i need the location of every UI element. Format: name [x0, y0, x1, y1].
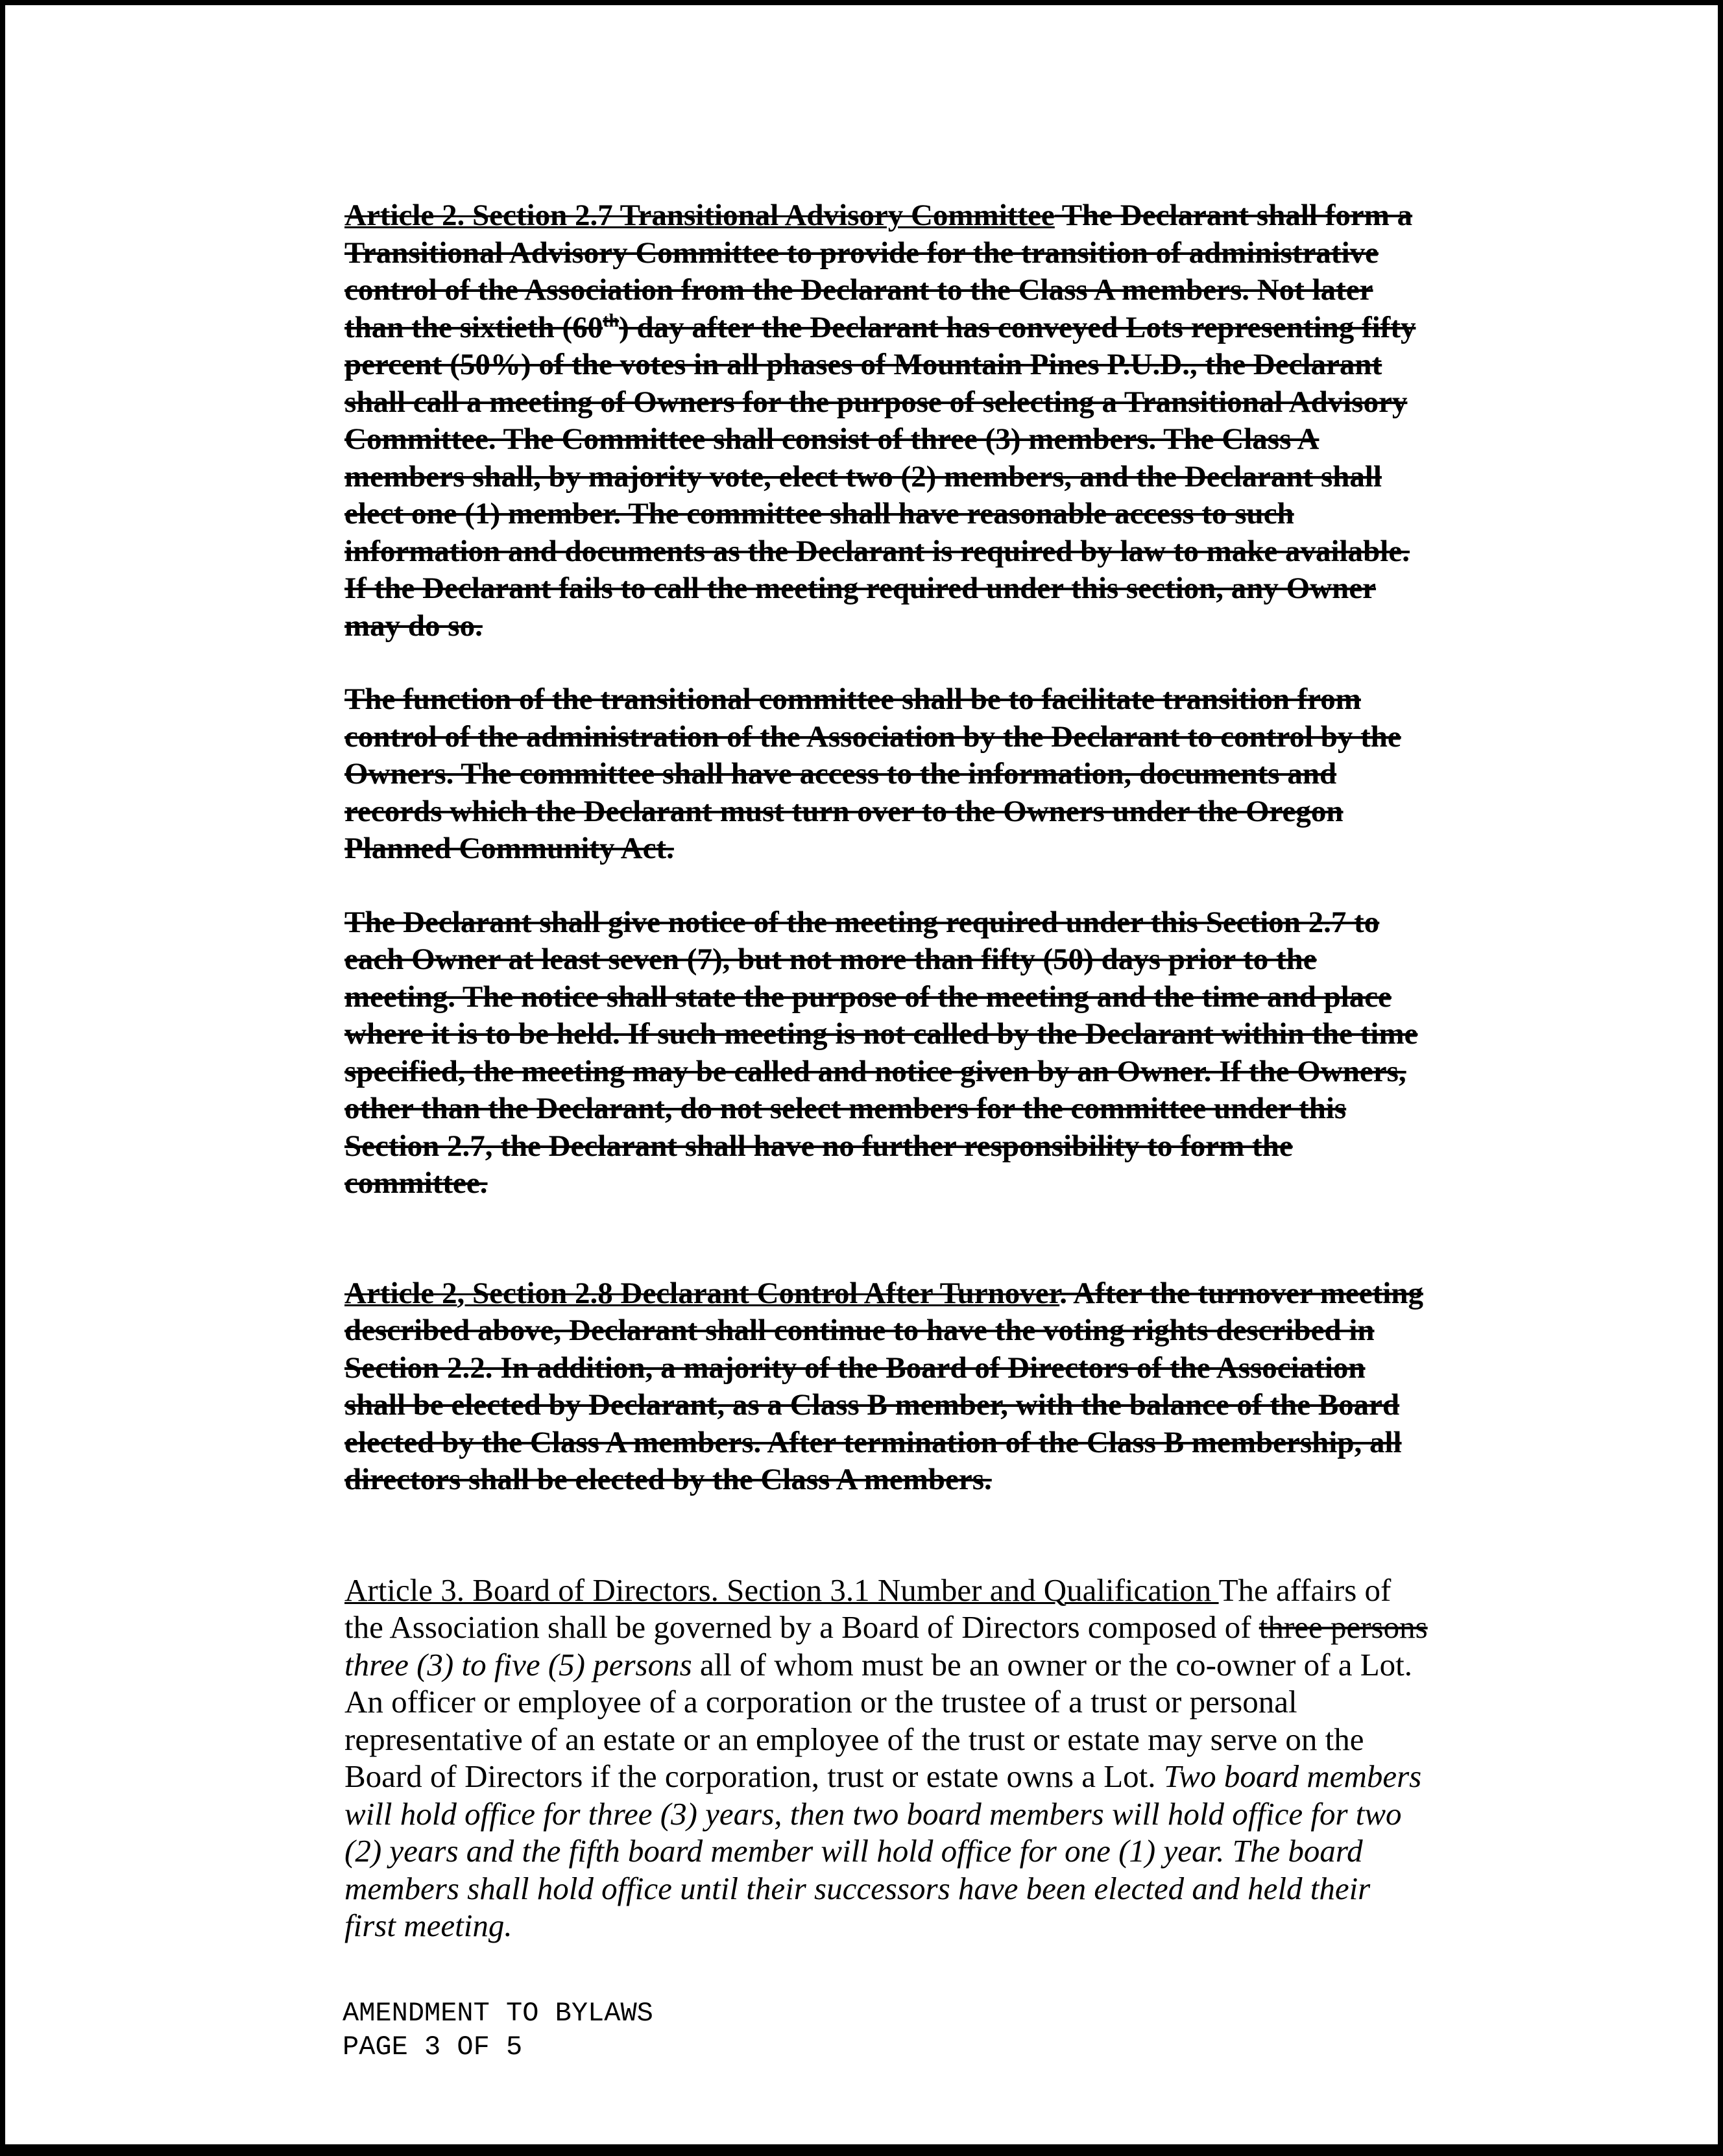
section-3-1-paragraph — [344, 1572, 1428, 1945]
section-2-7-paragraph — [344, 197, 1428, 645]
transitional-committee-function-paragraph — [344, 681, 1428, 868]
inserted-text-b: Two board members will hold office for three (3) years, then two board members will hold office for two (2) years and the fifth board member will hold office for one (1) year. The board members shall hold office until their successors have been elected and held their first meeting. — [344, 1758, 1422, 1943]
document-body — [344, 197, 1428, 1945]
function-text: The function of the transitional committee shall be to facilitate transition from control of the administration of the Association by the Declarant to control by the Owners. The committee shall have access to the information, documents and records which the Declarant must turn over to the Owners under the Oregon Planned Community Act. — [344, 682, 1401, 865]
section-3-1-text-a: The affairs of the Association shall be governed by a Board of Directors composed of — [344, 1572, 1392, 1645]
meeting-notice-paragraph — [344, 904, 1428, 1203]
footer-title: AMENDMENT TO BYLAWS — [343, 1998, 653, 2029]
section-2-8-paragraph — [344, 1275, 1428, 1499]
deleted-text: three persons — [1259, 1609, 1428, 1645]
page-footer — [343, 1996, 653, 2064]
inserted-text-a: three (3) to five (5) persons — [344, 1646, 692, 1683]
section-2-8-heading: Article 2, Section 2.8 Declarant Control After Turnover — [344, 1276, 1060, 1310]
section-2-7-text-b: ) day after the Declarant has conveyed Lots representing fifty percent (50%) of the votes in all phases of Mountain Pines P.U.D., the Declarant shall call a meeting of Owners for the purpose of selecting a Transitional Advisory Committee. The Committee shall consist of three (3) members. The Class A members shall, by majority vote, elect two (2) members, and the Declarant shall elect one (1) member. The committee shall have reasonable access to such information and documents as the Declarant is required by law to make available. If the Declarant fails to call the meeting required under this section, any Owner may do so. — [344, 310, 1416, 643]
section-3-1-heading: Article 3. Board of Directors. Section 3.1 Number and Qualification — [344, 1572, 1219, 1608]
document-page — [5, 5, 1718, 2144]
ordinal-superscript: th — [603, 310, 620, 331]
section-2-7-text-a: The Declarant shall form a Transitional Advisory Committee to provide for the transition of administrative control of the Association from the Declarant to the Class A members. Not later than the sixtieth (60 — [344, 198, 1413, 344]
footer-page-number: PAGE 3 OF 5 — [343, 2031, 523, 2063]
section-3-1-text-b: all of whom must be an owner or the co-owner of a Lot. An officer or employee of a corporation or the trustee of a trust or personal representative of an estate or an employee of the trust or estate may serve on the Board of Directors if the corporation, trust or estate owns a Lot. — [344, 1646, 1413, 1794]
section-2-8-text: . After the turnover meeting described above, Declarant shall continue to have the voting rights described in Section 2.2. In addition, a majority of the Board of Directors of the Association shall be elected by Declarant, as a Class B member, with the balance of the Board elected by the Class A members. After termination of the Class B membership, all directors shall be elected by the Class A members. — [344, 1276, 1423, 1496]
notice-text: The Declarant shall give notice of the meeting required under this Section 2.7 to each Owner at least seven (7), but not more than fifty (50) days prior to the meeting. The notice shall state the purpose of the meeting and the time and place where it is to be held. If such meeting is not called by the Declarant within the time specified, the meeting may be called and notice given by an Owner. If the Owners, other than the Declarant, do not select members for the committee under this Section 2.7, the Declarant shall have no further responsibility to form the committee. — [344, 905, 1418, 1200]
section-2-7-heading: Article 2. Section 2.7 Transitional Advisory Committee — [344, 198, 1055, 232]
